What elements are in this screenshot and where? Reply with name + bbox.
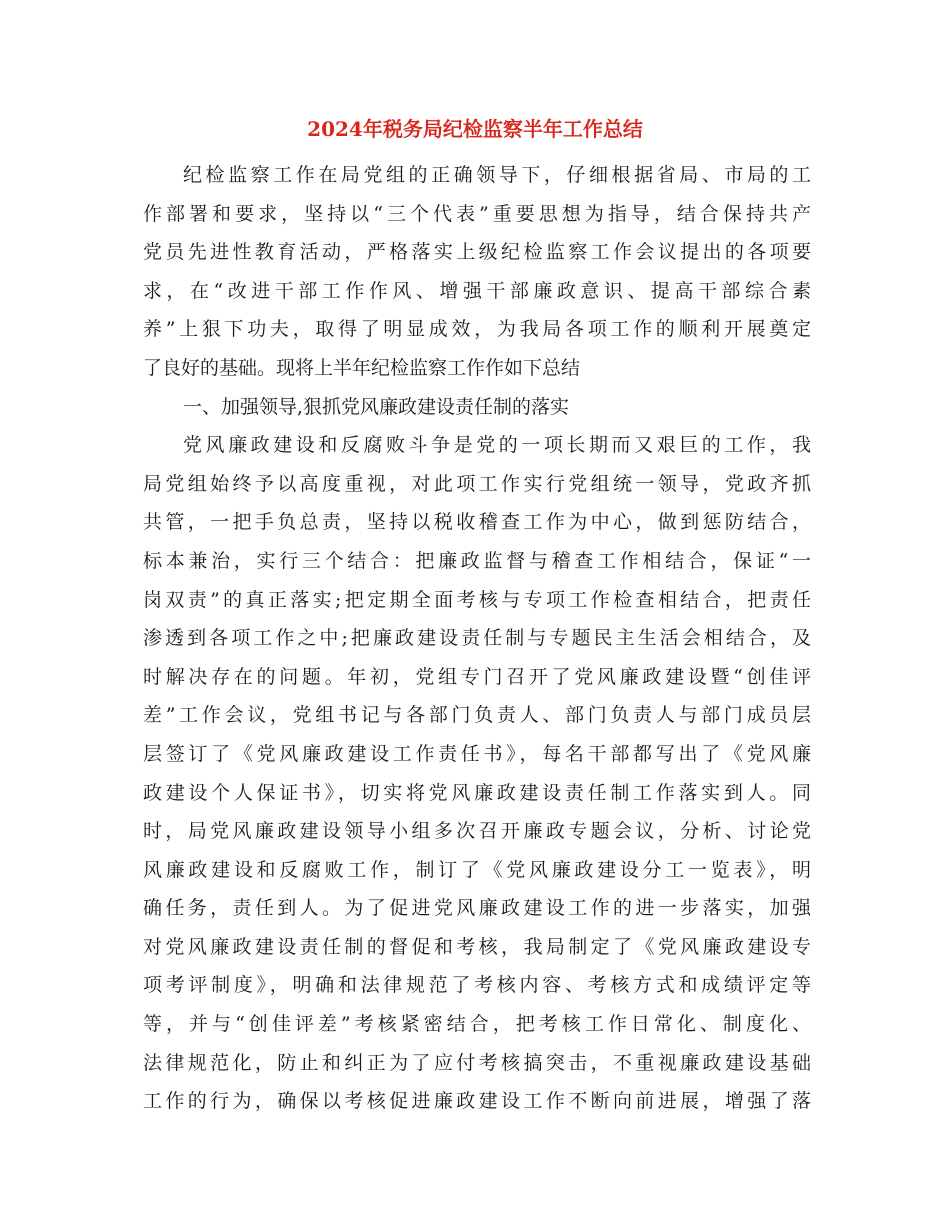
- text-line: 求，在“改进干部工作作风、增强干部廉政意识、提高干部综合素: [143, 279, 811, 302]
- text-line: 法律规范化，防止和纠正为了应付考核搞突击，不重视廉政建设基础: [143, 1051, 811, 1074]
- text-line: 对党风廉政建设责任制的督促和考核，我局制定了《党风廉政建设专: [143, 935, 811, 958]
- text-line: 政建设个人保证书》，切实将党风廉政建设责任制工作落实到人。同: [143, 781, 811, 804]
- document-title: 2024年税务局纪检监察半年工作总结: [307, 117, 643, 141]
- text-line: 党风廉政建设和反腐败斗争是党的一项长期而又艰巨的工作，我: [183, 434, 811, 457]
- text-line: 层签订了《党风廉政建设工作责任书》，每名干部都写出了《党风廉: [143, 742, 811, 765]
- text-line: 渗透到各项工作之中;把廉政建设责任制与专题民主生活会相结合，及: [143, 627, 811, 650]
- text-line: 等，并与“创佳评差”考核紧密结合，把考核工作日常化、制度化、: [143, 1013, 811, 1036]
- text-line: 工作的行为，确保以考核促进廉政建设工作不断向前进展，增强了落: [143, 1090, 811, 1113]
- document-body: [143, 156, 811, 1121]
- text-line: 了良好的基础。现将上半年纪检监察工作作如下总结: [143, 356, 581, 379]
- text-line: 党员先进性教育活动，严格落实上级纪检监察工作会议提出的各项要: [143, 241, 811, 264]
- text-line: 差”工作会议，党组书记与各部门负责人、部门负责人与部门成员层: [143, 704, 811, 727]
- text-line: 时，局党风廉政建设领导小组多次召开廉政专题会议，分析、讨论党: [143, 820, 811, 843]
- text-line: 标本兼治，实行三个结合：把廉政监督与稽查工作相结合，保证“一: [143, 549, 811, 572]
- text-line: 确任务，责任到人。为了促进党风廉政建设工作的进一步落实，加强: [143, 897, 811, 920]
- text-line: 共管，一把手负总责，坚持以税收稽查工作为中心，做到惩防结合，: [143, 511, 811, 534]
- text-line: 岗双责”的真正落实;把定期全面考核与专项工作检查相结合，把责任: [143, 588, 811, 611]
- text-line: 风廉政建设和反腐败工作，制订了《党风廉政建设分工一览表》，明: [143, 858, 811, 881]
- text-line: 作部署和要求，坚持以“三个代表”重要思想为指导，结合保持共产: [143, 202, 811, 225]
- text-line: 纪检监察工作在局党组的正确领导下，仔细根据省局、市局的工: [183, 164, 811, 186]
- text-line: 局党组始终予以高度重视，对此项工作实行党组统一领导，党政齐抓: [143, 472, 811, 495]
- text-line: 养”上狠下功夫，取得了明显成效，为我局各项工作的顺利开展奠定: [143, 318, 811, 341]
- text-line: 项考评制度》，明确和法律规范了考核内容、考核方式和成绩评定等: [143, 974, 811, 997]
- text-line: 时解决存在的问题。年初，党组专门召开了党风廉政建设暨“创佳评: [143, 665, 811, 688]
- text-line: 一、加强领导,狠抓党风廉政建设责任制的落实: [183, 395, 570, 418]
